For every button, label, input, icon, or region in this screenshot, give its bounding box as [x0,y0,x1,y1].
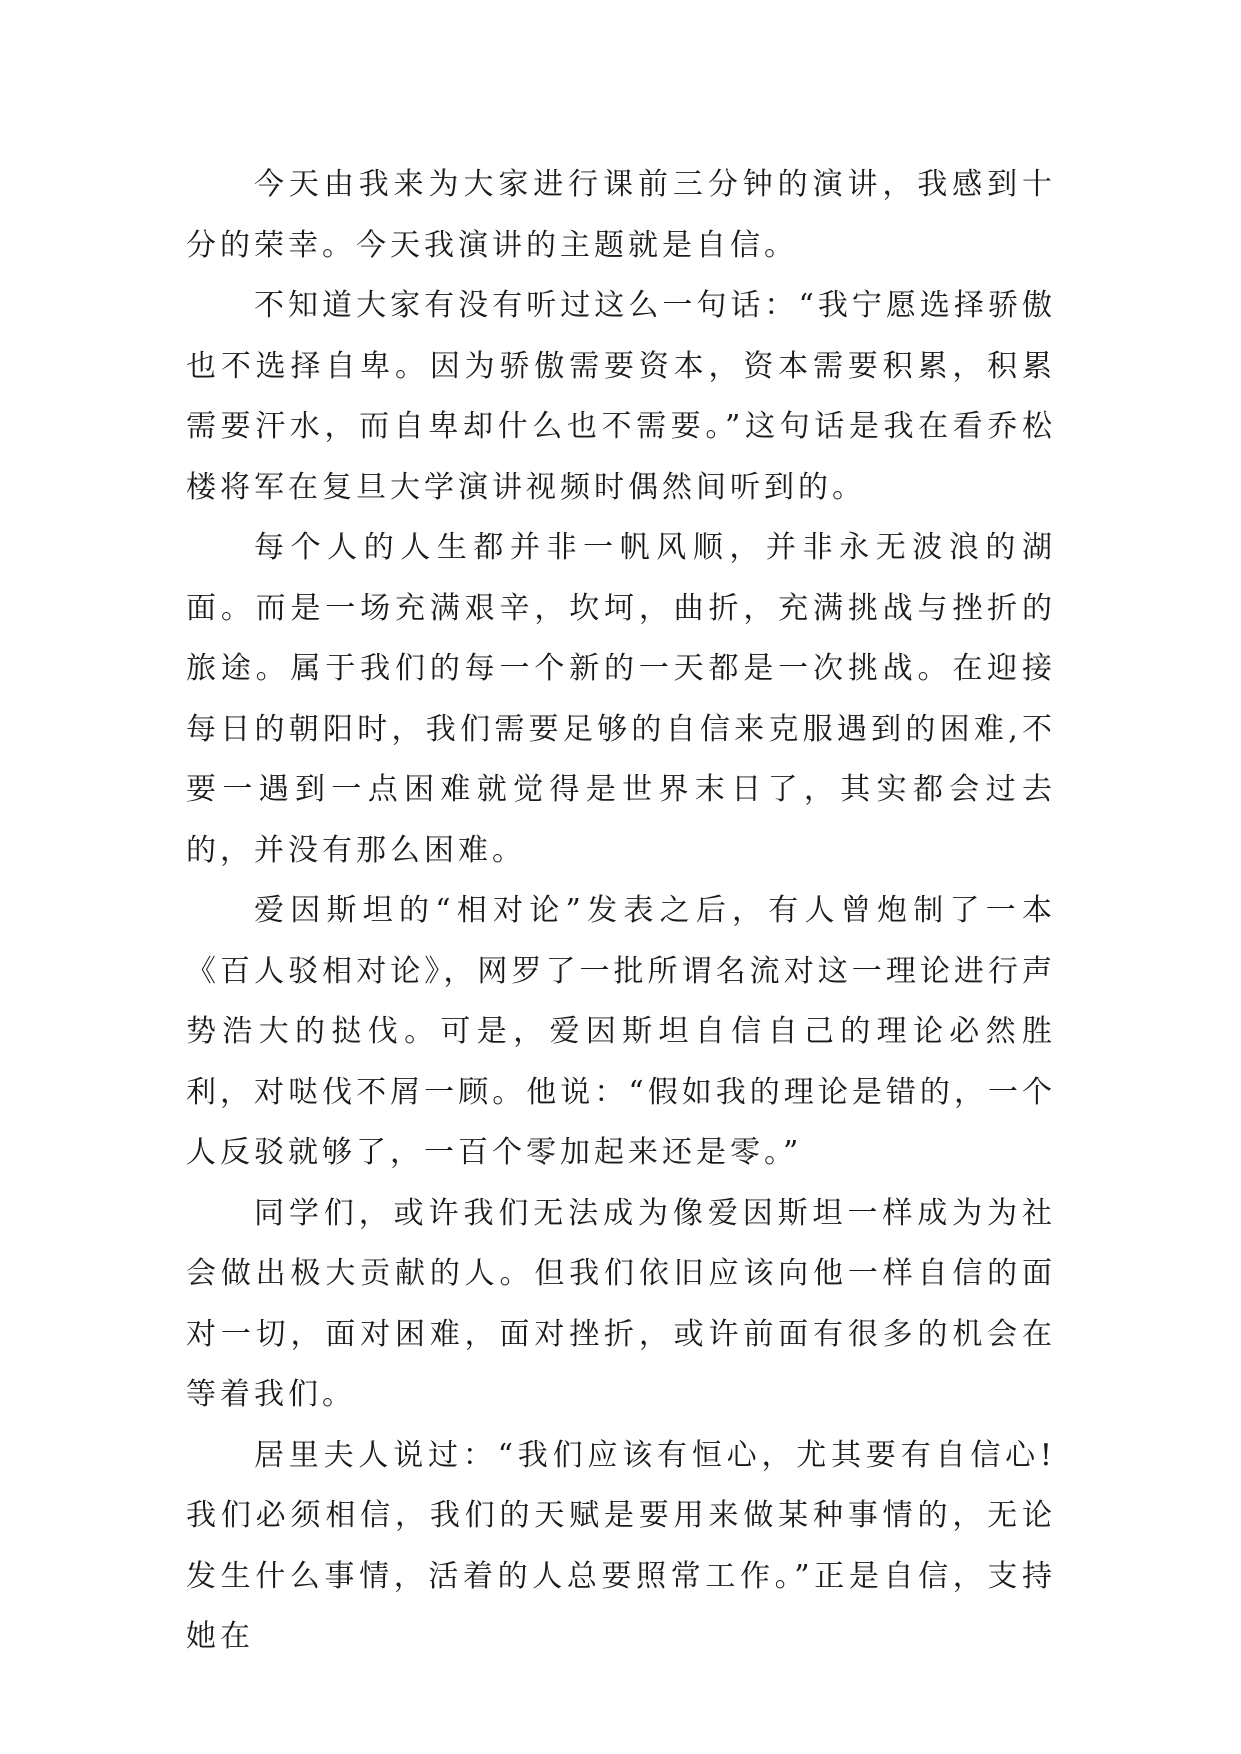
paragraph: 每个人的人生都并非一帆风顺，并非永无波浪的湖面。而是一场充满艰辛，坎坷，曲折，充满挑战与挫折的旅途。属于我们的每一个新的一天都是一次挑战。在迎接每日的朝阳时，我们需要足够的自信来克服遇到的困难,不要一遇到一点困难就觉得是世界末日了，其实都会过去的，并没有那么困难。 [186,530,1056,868]
paragraph: 不知道大家有没有听过这么一句话：“我宁愿选择骄傲也不选择自卑。因为骄傲需要资本，资本需要积累，积累需要汗水，而自卑却什么也不需要。”这句话是我在看乔松楼将军在复旦大学演讲视频时偶然间听到的。 [186,288,1056,505]
paragraph: 居里夫人说过：“我们应该有恒心，尤其要有自信心!我们必须相信，我们的天赋是要用来做某种事情的，无论发生什么事情，活着的人总要照常工作。”正是自信，支持她在 [186,1437,1056,1654]
paragraph: 同学们，或许我们无法成为像爱因斯坦一样成为为社会做出极大贡献的人。但我们依旧应该向他一样自信的面对一切，面对困难，面对挫折，或许前面有很多的机会在等着我们。 [186,1195,1056,1412]
paragraph: 今天由我来为大家进行课前三分钟的演讲，我感到十分的荣幸。今天我演讲的主题就是自信。 [186,167,1056,263]
document-body [186,155,1056,1668]
paragraph: 爱因斯坦的“相对论”发表之后，有人曾炮制了一本《百人驳相对论》，网罗了一批所谓名流对这一理论进行声势浩大的挞伐。可是，爱因斯坦自信自己的理论必然胜利，对哒伐不屑一顾。他说：“假如我的理论是错的，一个人反驳就够了，一百个零加起来还是零。” [186,893,1056,1170]
